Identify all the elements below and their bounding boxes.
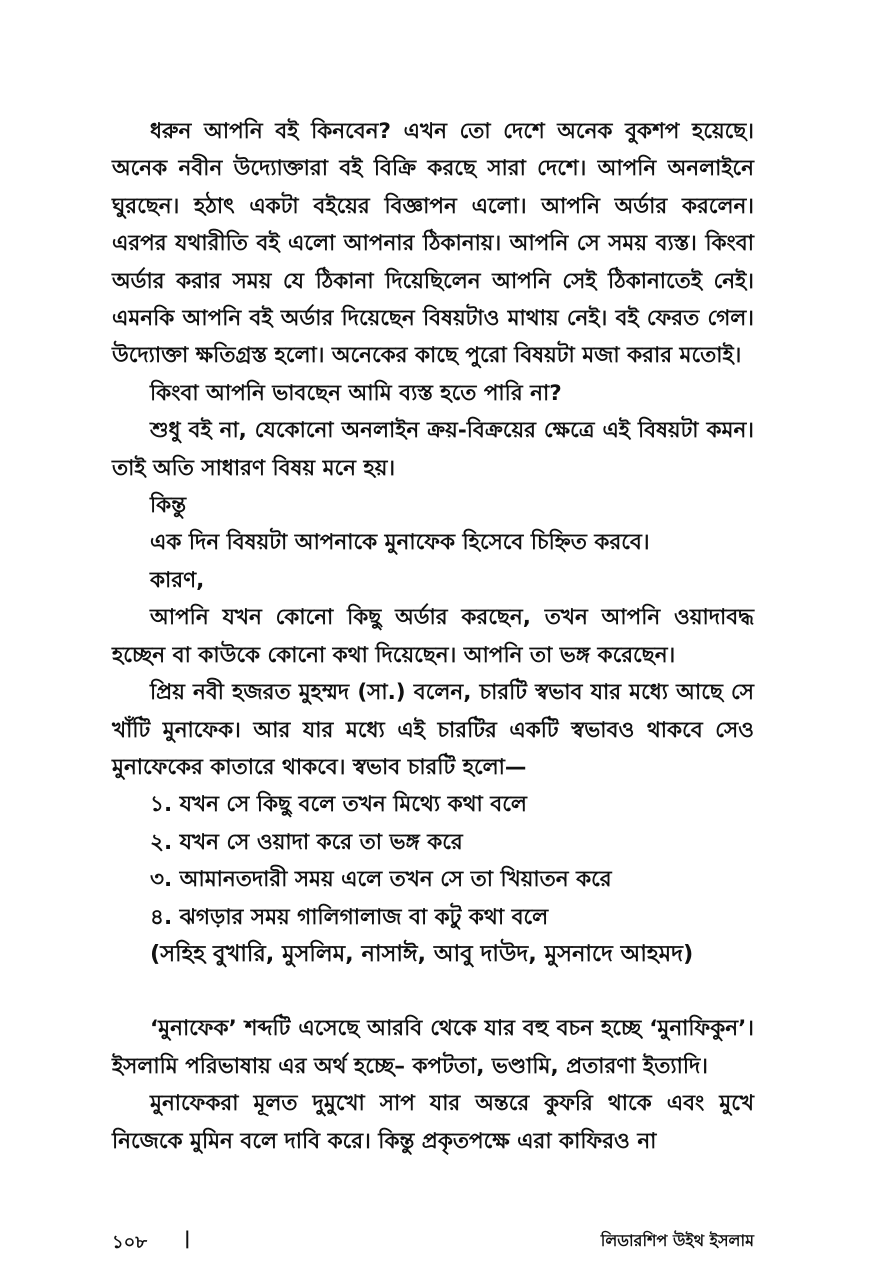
- traits-list: [112, 786, 754, 936]
- paragraph-but: কিন্তু: [150, 493, 187, 519]
- paragraph-definition: ‘মুনাফেক’ শব্দটি এসেছে আরবি থেকে যার বহু বচন হচ্ছে ‘মুনাফিকুন’। ইসলামি পরিভাষায় এর অর্থ হচ্ছে– কপটতা, ভণ্ডামি, প্রতারণা ইত্যাদি।: [112, 1016, 754, 1079]
- paragraph-question: কিংবা আপনি ভাবছেন আমি ব্যস্ত হতে পারি না?: [150, 380, 562, 406]
- paragraph-hypocrites: মুনাফেকরা মূলত দুমুখো সাপ যার অন্তরে কুফরি থাকে এবং মুখে নিজেকে মুমিন বলে দাবি করে। কিন্তু প্রকৃতপক্ষে এরা কাফিরও না: [112, 1091, 754, 1154]
- page-number: ১০৮: [112, 1232, 148, 1253]
- footer-separator: |: [184, 1228, 191, 1249]
- paragraph-online-trade: শুধু বই না, যেকোনো অনলাইন ক্রয়-বিক্রয়ের ক্ষেত্রে এই বিষয়টা কমন। তাই অতি সাধারণ বিষয় মনে হয়।: [112, 418, 754, 481]
- list-item: ১. যখন সে কিছু বলে তখন মিথ্যে কথা বলে: [150, 792, 527, 818]
- page-footer: [112, 1228, 754, 1258]
- paragraph-reason: কারণ,: [150, 567, 205, 593]
- section-gap: [112, 973, 754, 1010]
- list-item: ২. যখন সে ওয়াদা করে তা ভঙ্গ করে: [150, 829, 463, 855]
- paragraph-hadith: প্রিয় নবী হজরত মুহম্মদ (সা.) বলেন, চারটি স্বভাব যার মধ্যে আছে সে খাঁটি মুনাফেক। আর যার মধ্যে এই চারটির একটি স্বভাবও থাকবে সেও মুনাফেকের কাতারে থাকবে। স্বভাব চারটি হলো—: [112, 680, 754, 780]
- list-item: ৪. ঝগড়ার সময় গালিগালাজ বা কটু কথা বলে: [150, 904, 549, 930]
- paragraph-promise: আপনি যখন কোনো কিছু অর্ডার করছেন, তখন আপনি ওয়াদাবদ্ধ হচ্ছেন বা কাউকে কোনো কথা দিয়েছেন। আপনি তা ভঙ্গ করেছেন।: [112, 605, 754, 668]
- hadith-citation: (সহিহ বুখারি, মুসলিম, নাসাঈ, আবু দাউদ, মুসনাদে আহমদ): [150, 940, 694, 967]
- body-text: [112, 113, 754, 1160]
- running-title: লিডারশিপ উইথ ইসলাম: [600, 1231, 754, 1250]
- paragraph-intro: ধরুন আপনি বই কিনবেন? এখন তো দেশে অনেক বুকশপ হয়েছে। অনেক নবীন উদ্যোক্তারা বই বিক্রি করছে সারা দেশে। আপনি অনলাইনে ঘুরছেন। হঠাৎ একটা বইয়ের বিজ্ঞাপন এলো। আপনি অর্ডার করলেন। এরপর যথারীতি বই এলো আপনার ঠিকানায়। আপনি সে সময় ব্যস্ত। কিংবা অর্ডার করার সময় যে ঠিকানা দিয়েছিলেন আপনি সেই ঠিকানাতেই নেই। এমনকি আপনি বই অর্ডার দিয়েছেন বিষয়টাও মাথায় নেই। বই ফেরত গেল। উদ্যোক্তা ক্ষতিগ্রস্ত হলো। অনেকের কাছে পুরো বিষয়টা মজা করার মতোই।: [112, 119, 754, 369]
- paragraph-warning: এক দিন বিষয়টা আপনাকে মুনাফেক হিসেবে চিহ্নিত করবে।: [150, 530, 650, 556]
- list-item: ৩. আমানতদারী সময় এলে তখন সে তা খিয়াতন করে: [150, 867, 612, 893]
